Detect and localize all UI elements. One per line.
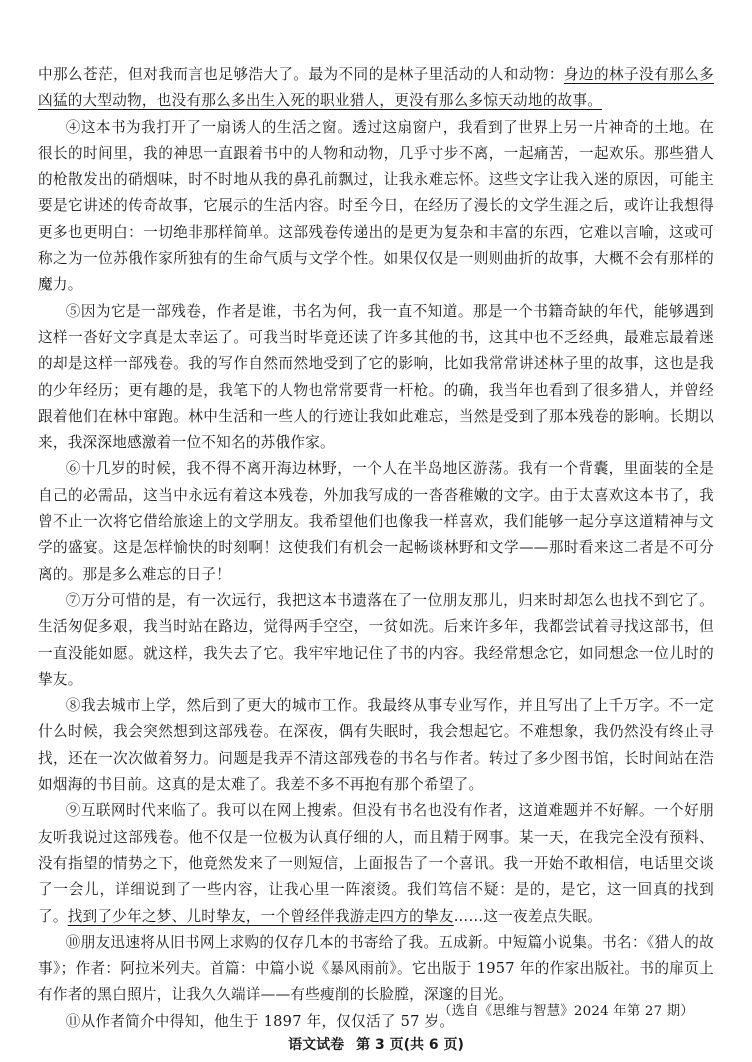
paragraph-10: ⑩朋友迅速将从旧书网上求购的仅存几本的书寄给了我。五成新。中短篇小说集。书名：《猎人的故事》；作者：阿拉米列夫。首篇：中篇小说《暴风雨前》。它出版于 1957 年的作家出版社。书的扉页上有作者的黑白照片，让我久久端详——有些瘦削的长脸膛，深邃的目光。 [38,933,714,1004]
footer-subject: 语文试卷 [288,1037,345,1053]
paragraph-text: ⑨互联网时代来临了。我可以在网上搜索。但没有书名也没有作者，这道难题并不好解。一个好朋友听我说过这部残卷。他不仅是一位极为认真仔细的人，而且精于网事。某一天，在我完全没有预料、没有指望的情势之下，他竟然发来了一则短信，上面报告了一个喜讯。我一开始不敢相信，电话里交谈了一会儿，详细说到了一些内容，让我心里一阵滚烫。我们笃信不疑：是的，是它，这一回真的找到了。 [38,802,714,925]
paragraph-7: ⑦万分可惜的是，有一次远行，我把这本书遗落在了一位朋友那儿，归来时却怎么也找不到它了。生活匆促多艰，我当时站在路边，觉得两手空空，一贫如洗。后来许多年，我都尝试着寻找这部书，但一直没能如愿。就这样，我失去了它。我牢牢地记住了书的内容。我经常想念它，如同想念一位儿时的挚友。 [38,591,714,688]
footer-page-number: 第 3 页(共 6 页) [356,1037,464,1053]
paragraph-continued [38,62,714,115]
paragraph-6: ⑥十几岁的时候，我不得不离开海边林野，一个人在半岛地区游荡。我有一个背囊，里面装的全是自己的必需品，这当中永远有着这本残卷，外加我写成的一沓沓稚嫩的文字。由于太喜欢这本书了，我曾不止一次将它借给旅途上的文学朋友。我希望他们也像我一样喜欢，我们能够一起分享这道精神与文学的盛宴。这是怎样愉快的时刻啊！这使我们有机会一起畅谈林野和文学——那时看来这二者是不可分离的。那是多么难忘的日子！ [38,460,714,583]
underlined-sentence: 找到了少年之梦、儿时挚友，一个曾经伴我游走四方的挚友 [67,907,454,925]
paragraph-8: ⑧我去城市上学，然后到了更大的城市工作。我最终从事专业写作，并且写出了上千万字。不一定什么时候，我会突然想到这部残卷。在深夜，偶有失眠时，我会想起它。不难想象，我仍然没有终止寻找，还在一次次做着努力。问题是我弄不清这部残卷的书名与作者。转过了多少图书馆，长时间站在浩如烟海的书目前。这真的是太难了。我差不多不再抱有那个希望了。 [38,697,714,794]
page-footer [0,1034,752,1054]
paragraph-11: ⑪从作者简介中得知，他生于 1897 年，仅仅活了 57 岁。 [65,1012,455,1030]
source-citation: （选自《思维与智慧》2024 年第 27 期） [438,1004,694,1019]
paragraph-5: ⑤因为它是一部残卷，作者是谁，书名为何，我一直不知道。那是一个书籍奇缺的年代，能够遇到这样一沓好文字真是太幸运了。可我当时毕竟还读了许多其他的书，这其中也不乏经典，最难忘最着迷的却是这样一部残卷。我的写作自然而然地受到了它的影响，比如我常常讲述林子里的故事，这也是我的少年经历；更有趣的是，我笔下的人物也常常要背一杆枪。的确，我当年也看到了很多猎人，并曾经跟着他们在林中窜跑。林中生活和一些人的行迹让我如此难忘，当然是受到了那本残卷的影响。长期以来，我深深地感激着一位不知名的苏俄作家。 [38,302,714,452]
paragraph-text: 中那么苍茫，但对我而言也足够浩大了。最为不同的是林子里活动的人和动物： [38,66,564,83]
paragraph-9 [38,798,714,929]
article-body [38,62,714,1035]
paragraph-text-tail: ……这一夜差点失眠。 [453,907,603,925]
underlined-sentence: 身边的林子没有那么多凶猛的大型动物，也没有那么多出生入死的职业猎人，更没有那么多惊天动地的故事。 [38,66,714,110]
paragraph-4: ④这本书为我打开了一扇诱人的生活之窗。透过这扇窗户，我看到了世界上另一片神奇的土地。在很长的时间里，我的神思一直跟着书中的人物和动物，几乎寸步不离，一起痛苦，一起欢乐。那些猎人的枪散发出的硝烟味，时不时地从我的鼻孔前飘过，让我永难忘怀。这些文字让我入迷的原因，可能主要是它讲述的传奇故事，它展示的生活内容。时至今日，在经历了漫长的文学生涯之后，或许让我想得更多也更明白：一切绝非那样简单。这部残卷传递出的是更为复杂和丰富的东西，它难以言喻，这或可称之为一位苏俄作家所独有的生命气质与文学个性。如果仅仅是一则则曲折的故事，大概不会有那样的魔力。 [38,118,714,294]
